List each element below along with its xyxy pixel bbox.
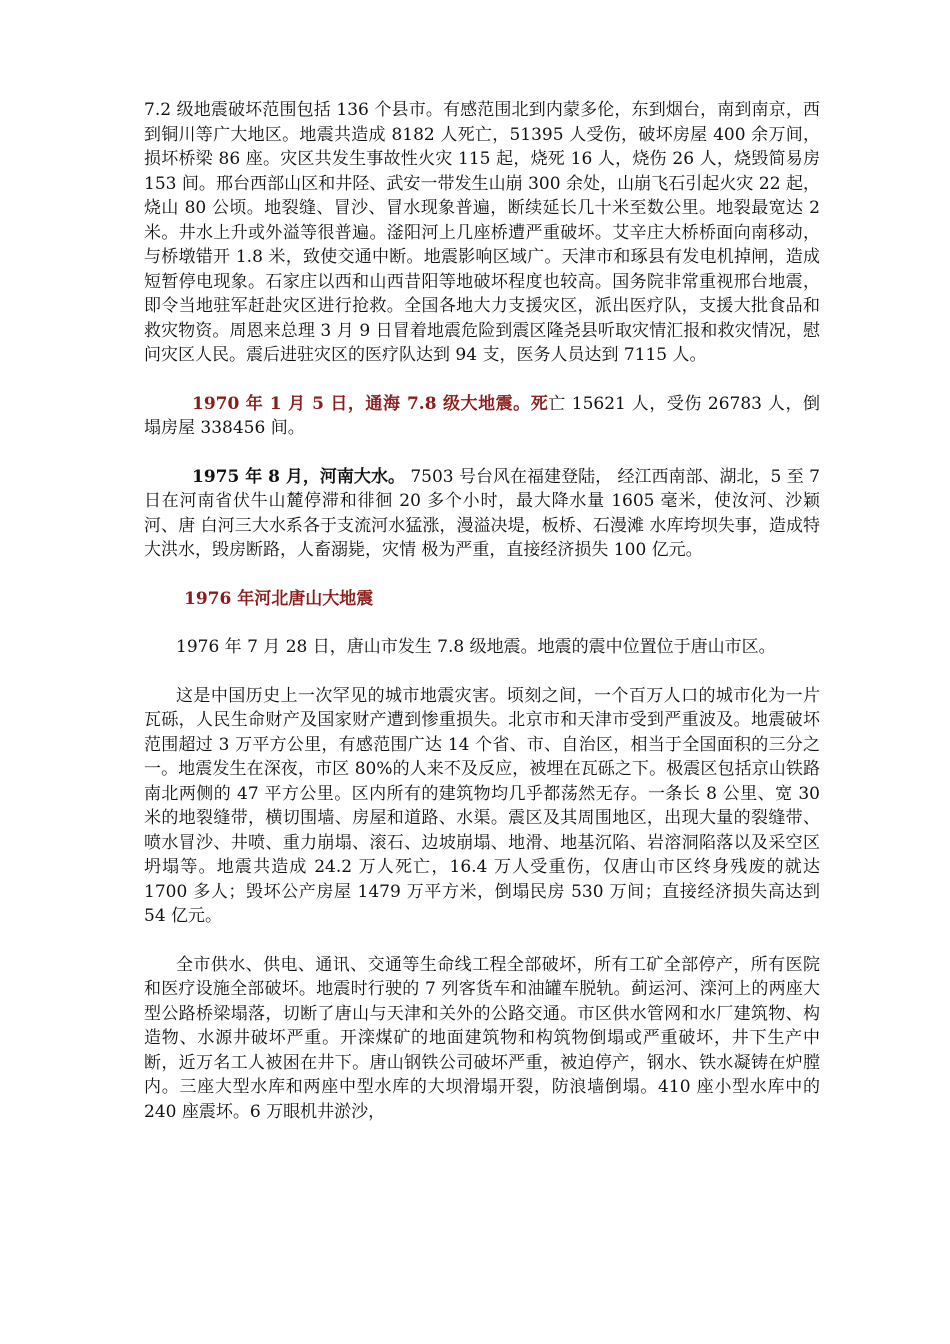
spacer <box>144 611 820 635</box>
spacer <box>144 368 820 392</box>
spacer <box>144 563 820 587</box>
tonghai-body: 亡 15621 人，受伤 26783 人，倒塌房屋 338456 间。 <box>144 393 820 438</box>
xingtai-paragraph: 7.2 级地震破坏范围包括 136 个县市。有感范围北到内蒙多伦，东到烟台，南到南京，西到铜川等广大地区。地震共造成 8182 人死亡，51395 人受伤，破坏房屋 400 余万间，损坏桥梁 86 座。灾区共发生事故性火灾 115 起，烧死 16 人，烧伤 26 人，烧毁简易房 153 间。邢台西部山区和井陉、武安一带发生山崩 300 余处，山崩飞石引起火灾 22 起，烧山 80 公顷。地裂缝、冒沙、冒水现象普遍，断续延长几十米至数公里。地裂最宽达 2 米。井水上升或外溢等很普遍。滏阳河上几座桥遭严重破坏。艾辛庄大桥桥面向南移动，与桥墩错开 1.8 米，致使交通中断。地震影响区域广。天津市和琢县有发电机掉闸，造成短暂停电现象。石家庄以西和山西昔阳等地破坏程度也较高。国务院非常重视邢台地震，即令当地驻军赶赴灾区进行抢救。全国各地大力支援灾区，派出医疗队，支援大批食品和救灾物资。周恩来总理 3 月 9 日冒着地震危险到震区隆尧县听取灾情汇报和救灾情况，慰问灾区人民。震后进驻灾区的医疗队达到 94 支，医务人员达到 7115 人。 <box>144 100 820 365</box>
tangshan-damage-paragraph: 这是中国历史上一次罕见的城市地震灾害。顷刻之间，一个百万人口的城市化为一片瓦砾，人民生命财产及国家财产遭到惨重损失。北京市和天津市受到严重波及。地震破坏范围超过 3 万平方公里，有感范围广达 14 个省、市、自治区，相当于全国面积的三分之一。地震发生在深夜，市区 80%的人来不及反应，被埋在瓦砾之下。极震区包括京山铁路南北两侧的 47 平方公里。区内所有的建筑物均几乎都荡然无存。一条长 8 公里、宽 30 米的地裂缝带，横切围墙、房屋和道路、水渠。震区及其周围地区，出现大量的裂缝带、喷水冒沙、井喷、重力崩塌、滚石、边坡崩塌、地滑、地基沉陷、岩溶洞陷落以及采空区坍塌等。地震共造成 24.2 万人死亡，16.4 万人受重伤，仅唐山市区终身残废的就达 1700 多人；毁坏公产房屋 1479 万平方米，倒塌民房 530 万间；直接经济损失高达到 54 亿元。 <box>144 685 820 926</box>
henan-paragraph <box>144 465 820 563</box>
spacer <box>144 441 820 465</box>
henan-title: 1975 年 8 月，河南大水。 <box>192 466 405 487</box>
tangshan-intro-paragraph: 1976 年 7 月 28 日，唐山市发生 7.8 级地震。地震的震中位置位于唐山市区。 <box>176 637 776 657</box>
tonghai-title: 1970 年 1 月 5 日，通海 7.8 级大地震。死 <box>192 393 549 414</box>
spacer <box>144 929 820 953</box>
document-page <box>144 98 820 1124</box>
henan-body: 7503 号台风在福建登陆， 经江西南部、湖北，5 至 7 日在河南省伏牛山麓停滞和徘徊 20 多个小时，最大降水量 1605 毫米，使汝河、沙颖河、唐 白河三大水系各于支流河水猛涨，漫溢决堤，板桥、石漫滩 水库垮坝失事，造成特大洪水，毁房断路，人畜溺毙，灾情 极为严重，直接经济损失 100 亿元。 <box>144 466 820 560</box>
tonghai-paragraph <box>144 392 820 441</box>
tangshan-heading: 1976 年河北唐山大地震 <box>184 588 374 609</box>
tangshan-infrastructure-paragraph: 全市供水、供电、通讯、交通等生命线工程全部破坏，所有工矿全部停产，所有医院和医疗设施全部破坏。地震时行驶的 7 列客货车和油罐车脱轨。蓟运河、滦河上的两座大型公路桥梁塌落，切断了唐山与天津和关外的公路交通。市区供水管网和水厂建筑物、构造物、水源井破坏严重。开滦煤矿的地面建筑物和构筑物倒塌或严重破坏，井下生产中断，近万名工人被困在井下。唐山钢铁公司破坏严重，被迫停产，钢水、铁水凝铸在炉膛内。三座大型水库和两座中型水库的大坝滑塌开裂，防浪墙倒塌。410 座小型水库中的 240 座震坏。6 万眼机井淤沙， <box>144 954 820 1122</box>
spacer <box>144 660 820 684</box>
